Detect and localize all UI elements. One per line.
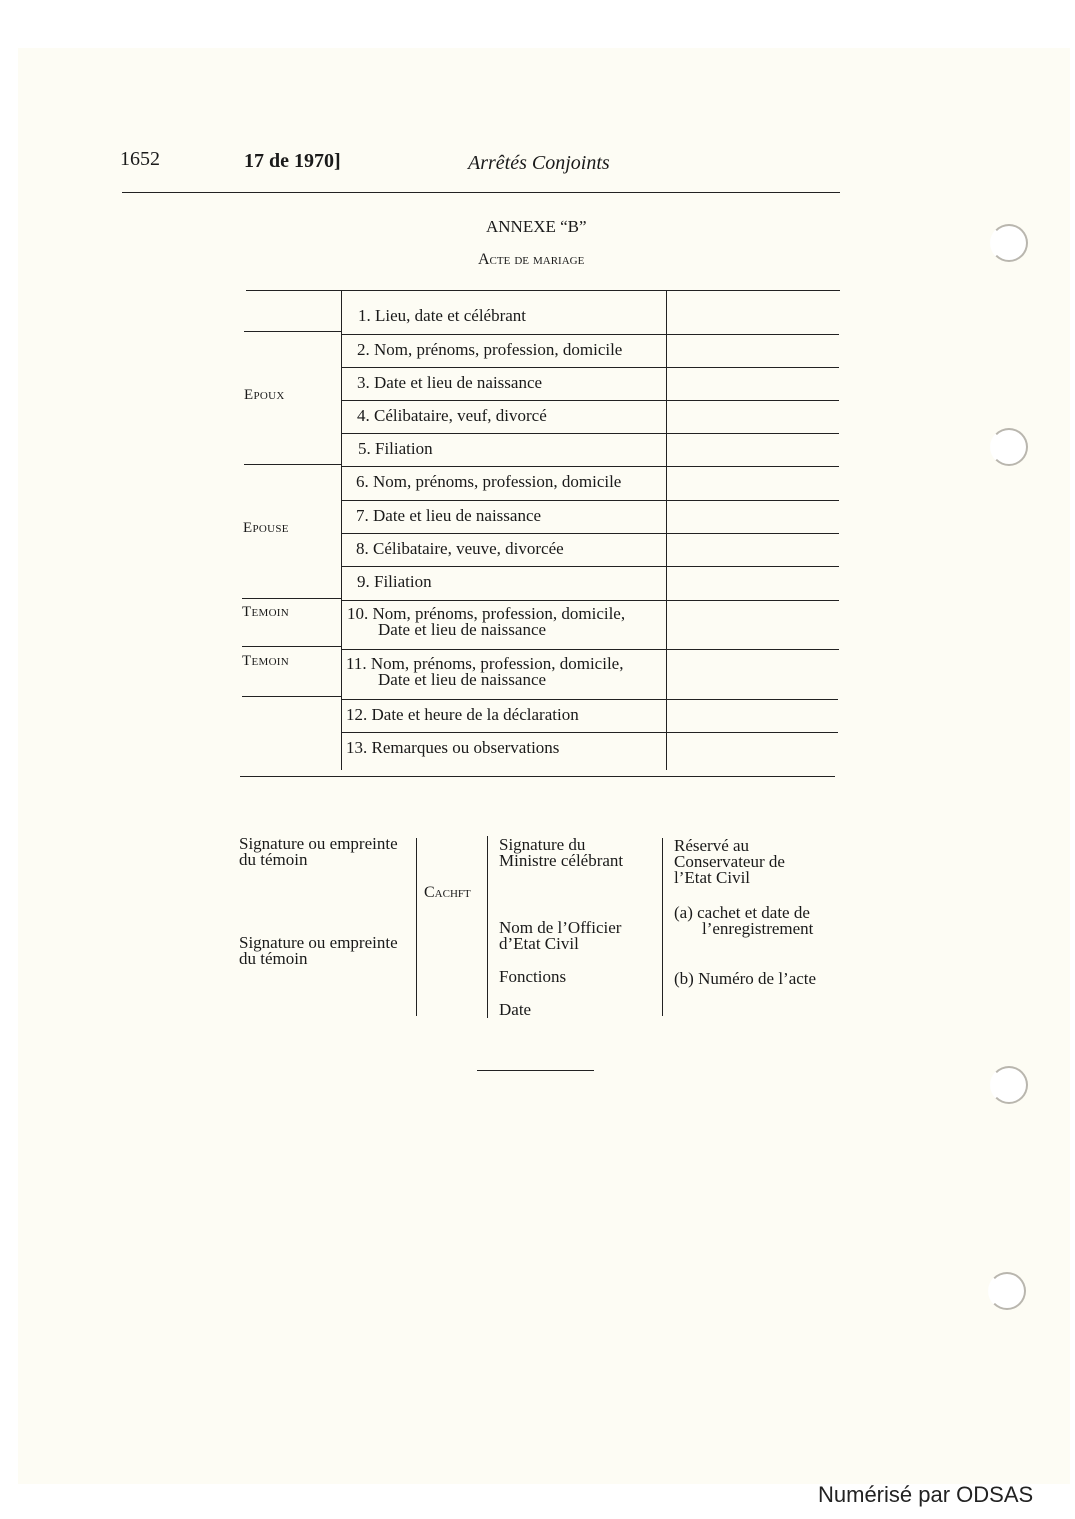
row-separator xyxy=(341,533,839,534)
table-row-line: 11. Nom, prénoms, profession, domicile, xyxy=(346,654,624,673)
table-row-line: Date et lieu de naissance xyxy=(378,620,547,639)
table-top-rule xyxy=(246,290,840,291)
witness-signature-line: du témoin xyxy=(239,850,308,869)
row-separator xyxy=(341,334,839,335)
minister-signature-line: Ministre célébrant xyxy=(499,851,624,870)
signature-divider xyxy=(662,838,663,1016)
officer-name-line: Nom de l’Officier xyxy=(499,918,622,937)
row-separator xyxy=(341,500,839,501)
group-separator xyxy=(244,331,341,332)
table-row-line: 10. Nom, prénoms, profession, domicile, xyxy=(347,604,626,623)
reserved-line: Conservateur de xyxy=(674,852,785,871)
table-row: 1. Lieu, date et célébrant xyxy=(358,306,527,325)
row-separator xyxy=(341,367,839,368)
row-separator xyxy=(341,400,839,401)
witness-signature-1 xyxy=(239,836,398,868)
table-row: 12. Date et heure de la déclaration xyxy=(346,705,579,724)
table-row-line: Date et lieu de naissance xyxy=(378,670,547,689)
table-row: 6. Nom, prénoms, profession, domicile xyxy=(356,472,622,491)
witness-signature-2 xyxy=(239,935,398,967)
group-separator xyxy=(242,598,341,599)
signature-divider xyxy=(416,838,417,1016)
table-row: 9. Filiation xyxy=(357,572,432,591)
binder-hole-icon xyxy=(990,428,1028,466)
group-separator xyxy=(242,646,341,647)
row-separator xyxy=(341,466,839,467)
annex-subtitle: Acte de mariage xyxy=(478,251,585,268)
witness-signature-line: Signature ou empreinte xyxy=(239,834,398,853)
table-row: 5. Filiation xyxy=(358,439,433,458)
table-row: 3. Date et lieu de naissance xyxy=(357,373,543,392)
row-separator xyxy=(341,566,839,567)
group-label-epouse: Epouse xyxy=(243,520,289,536)
reserved-item-a xyxy=(674,905,813,937)
table-row: 2. Nom, prénoms, profession, domicile xyxy=(357,340,623,359)
table-row: 13. Remarques ou observations xyxy=(346,738,560,757)
page-number: 1652 xyxy=(120,148,160,170)
signature-divider xyxy=(487,836,488,1018)
group-label-temoin: Temoin xyxy=(242,604,290,620)
binder-hole-icon xyxy=(990,224,1028,262)
table-row: 8. Célibataire, veuve, divorcée xyxy=(356,539,564,558)
row-separator xyxy=(341,433,839,434)
group-label-epoux: Epoux xyxy=(244,387,285,403)
witness-signature-line: Signature ou empreinte xyxy=(239,933,398,952)
group-label-temoin: Temoin xyxy=(242,653,290,669)
group-separator xyxy=(242,696,341,697)
officer-name xyxy=(499,920,621,952)
row-separator xyxy=(341,649,839,650)
minister-signature xyxy=(499,837,623,869)
annex-title: ANNEXE “B” xyxy=(486,217,587,236)
row-separator xyxy=(341,600,839,601)
binder-hole-icon xyxy=(990,1066,1028,1104)
table-row: 4. Célibataire, veuf, divorcé xyxy=(357,406,547,425)
row-separator xyxy=(341,732,838,733)
group-separator xyxy=(244,464,341,465)
running-title: Arrêtés Conjoints xyxy=(468,152,610,174)
binder-hole-icon xyxy=(988,1272,1026,1310)
reserved-line: Réservé au xyxy=(674,836,750,855)
table-row xyxy=(346,656,623,688)
reserved-line: l’Etat Civil xyxy=(674,868,751,887)
issue-reference: 17 de 1970] xyxy=(244,150,341,172)
table-bottom-rule xyxy=(240,776,835,777)
table-row: 7. Date et lieu de naissance xyxy=(356,506,542,525)
digitization-credit: Numérisé par ODSAS xyxy=(818,1482,1034,1507)
reserved-item-a-line: (a) cachet et date de xyxy=(674,903,810,922)
date-label: Date xyxy=(499,1000,532,1019)
header-rule xyxy=(122,192,840,193)
reserved-block xyxy=(674,838,785,886)
row-separator xyxy=(341,699,838,700)
cachet-label: Cachft xyxy=(424,884,471,901)
end-rule xyxy=(477,1070,594,1071)
table-divider-right xyxy=(666,290,667,770)
reserved-item-b: (b) Numéro de l’acte xyxy=(674,969,817,988)
minister-signature-line: Signature du xyxy=(499,835,586,854)
functions-label: Fonctions xyxy=(499,967,567,986)
table-divider-left xyxy=(341,290,342,770)
officer-name-line: d’Etat Civil xyxy=(499,934,579,953)
witness-signature-line: du témoin xyxy=(239,949,308,968)
table-row xyxy=(347,606,625,638)
reserved-item-a-line: l’enregistrement xyxy=(702,919,814,938)
